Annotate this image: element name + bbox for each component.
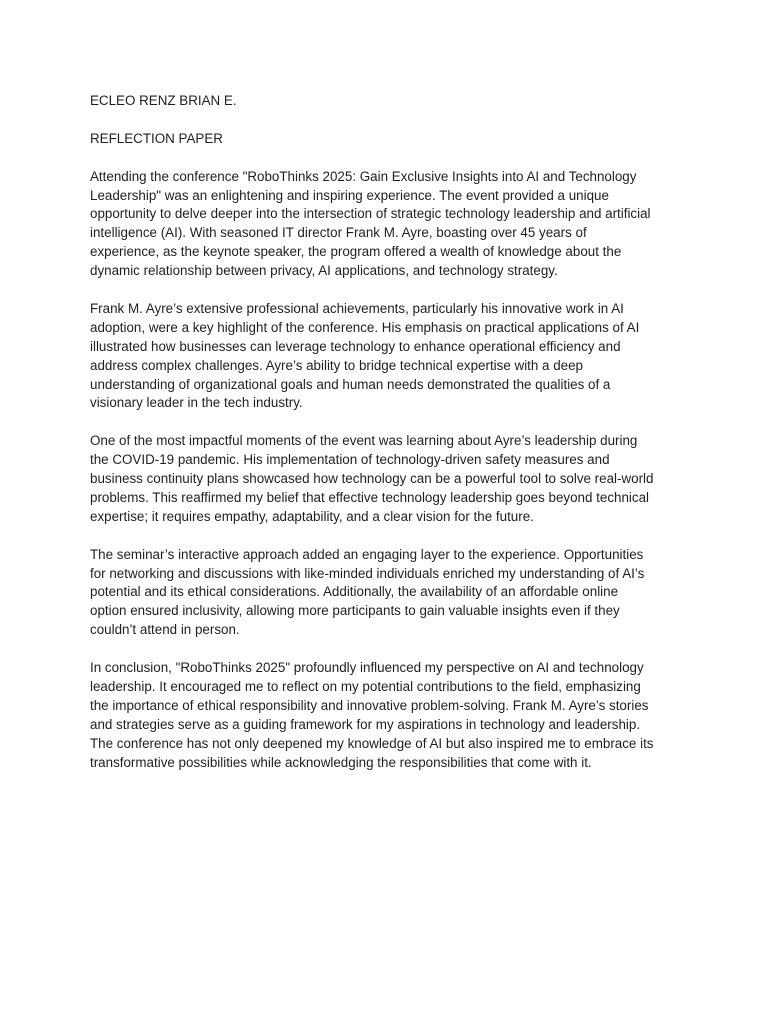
paragraph-line: The conference has not only deepened my knowledge of AI but also inspired me to embrace its: [90, 735, 654, 751]
paragraph: [90, 546, 678, 641]
paragraph-line: dynamic relationship between privacy, AI applications, and technology strategy.: [90, 263, 558, 279]
paragraph: [90, 659, 678, 772]
paragraph-line: business continuity plans showcased how technology can be a powerful tool to solve real-world: [90, 471, 654, 487]
document-body: [90, 92, 678, 791]
paragraph-line: In conclusion, "RoboThinks 2025" profoundly influenced my perspective on AI and technology: [90, 660, 644, 676]
document-title: REFLECTION PAPER: [90, 130, 223, 146]
paragraph-line: address complex challenges. Ayre’s ability to bridge technical expertise with a deep: [90, 357, 584, 373]
paragraph-line: leadership. It encouraged me to reflect on my potential contributions to the field, emphasizing: [90, 679, 641, 694]
paragraph-line: experience, as the keynote speaker, the program offered a wealth of knowledge about the: [90, 244, 622, 260]
paragraph: [90, 300, 678, 413]
paragraph-line: problems. This reaffirmed my belief that effective technology leadership goes beyond technical: [90, 489, 650, 505]
paragraph-line: couldn’t attend in person.: [90, 622, 240, 638]
paragraph-line: for networking and discussions with like-minded individuals enriched my understanding of AI’s: [90, 565, 645, 581]
author-name: ECLEO RENZ BRIAN E.: [90, 93, 237, 108]
paragraph-line: illustrated how businesses can leverage technology to enhance operational efficiency and: [90, 338, 621, 354]
paragraph-line: Leadership" was an enlightening and inspiring experience. The event provided a unique: [90, 187, 609, 203]
paragraph-line: the COVID-19 pandemic. His implementation of technology-driven safety measures and: [90, 452, 610, 468]
paragraph-line: intelligence (AI). With seasoned IT director Frank M. Ayre, boasting over 45 years of: [90, 225, 587, 241]
paragraph-line: opportunity to delve deeper into the intersection of strategic technology leadership and artificial: [90, 206, 651, 222]
paragraphs-container: [90, 168, 678, 773]
paragraph: [90, 432, 678, 527]
paragraph-line: and strategies serve as a guiding framework for my aspirations in technology and leadership.: [90, 716, 641, 732]
paragraph-line: adoption, were a key highlight of the conference. His emphasis on practical applications of AI: [90, 319, 640, 335]
paragraph-line: potential and its ethical considerations. Additionally, the availability of an affordable online: [90, 584, 619, 600]
paragraph-line: The seminar’s interactive approach added an engaging layer to the experience. Opportunities: [90, 546, 644, 562]
paragraph-line: visionary leader in the tech industry.: [90, 395, 303, 411]
paragraph: [90, 168, 678, 281]
paragraph-line: expertise; it requires empathy, adaptability, and a clear vision for the future.: [90, 508, 534, 524]
paragraph-line: transformative possibilities while acknowledging the responsibilities that come with it.: [90, 754, 592, 770]
paragraph-line: understanding of organizational goals and human needs demonstrated the qualities of a: [90, 376, 611, 392]
paragraph-line: One of the most impactful moments of the event was learning about Ayre’s leadership during: [90, 433, 638, 449]
paragraph-line: Attending the conference "RoboThinks 2025: Gain Exclusive Insights into AI and Technology: [90, 168, 637, 184]
paragraph-line: the importance of ethical responsibility and innovative problem-solving. Frank M. Ayre’s stories: [90, 697, 649, 713]
paragraph-line: option ensured inclusivity, allowing more participants to gain valuable insights even if they: [90, 603, 620, 619]
paragraph-line: Frank M. Ayre’s extensive professional achievements, particularly his innovative work in AI: [90, 300, 624, 316]
